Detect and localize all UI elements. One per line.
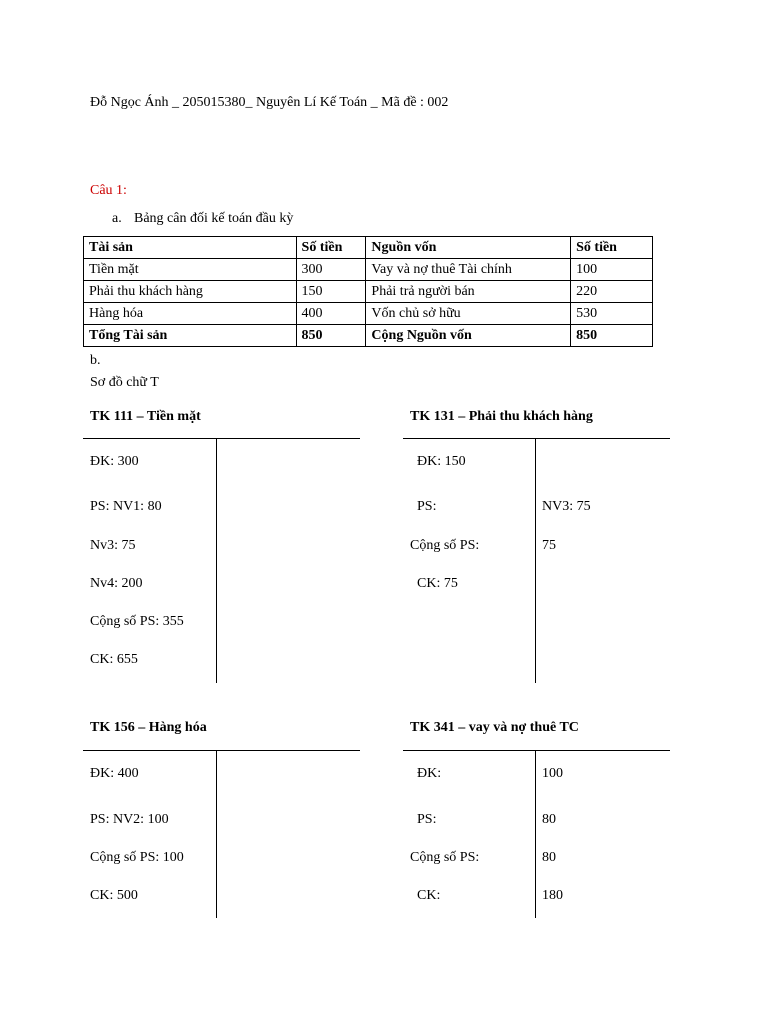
table-cell: 100: [571, 259, 653, 281]
table-cell: 220: [571, 281, 653, 303]
table-cell: Phải thu khách hàng: [84, 281, 297, 303]
balance-sheet-table: [83, 236, 653, 347]
t-left-entry: CK:: [417, 888, 441, 903]
t-left-entry: ĐK: 400: [90, 766, 139, 781]
t-right-entry: 75: [542, 538, 556, 553]
t-account-divider: [535, 750, 536, 918]
t-left-entry: ĐK:: [417, 766, 442, 781]
t-account-title: TK 111 – Tiền mặt: [90, 409, 201, 424]
t-left-entry: CK: 655: [90, 652, 138, 667]
header-sources: Nguồn vốn: [366, 237, 571, 259]
t-left-entry: CK: 500: [90, 888, 138, 903]
t-left-entry: PS:: [417, 499, 437, 514]
t-left-entry: CK: 75: [417, 576, 458, 591]
t-right-entry: 80: [542, 850, 556, 865]
t-left-entry: Cộng số PS:: [410, 850, 480, 865]
total-assets-label: Tổng Tài sản: [84, 325, 297, 347]
table-cell: Vốn chủ sở hữu: [366, 303, 571, 325]
total-sources-label: Cộng Nguồn vốn: [366, 325, 571, 347]
table-cell: Vay và nợ thuê Tài chính: [366, 259, 571, 281]
table-cell: 300: [296, 259, 366, 281]
t-account-top-rule: [83, 750, 360, 751]
table-row: [84, 281, 653, 303]
table-cell: 150: [296, 281, 366, 303]
t-account-divider: [535, 438, 536, 683]
t-right-entry: 100: [542, 766, 563, 781]
t-right-entry: 80: [542, 812, 556, 827]
table-cell: 530: [571, 303, 653, 325]
t-left-entry: PS:: [417, 812, 437, 827]
part-a-title: Bảng cân đối kế toán đầu kỳ: [134, 211, 294, 226]
t-left-entry: ĐK: 300: [90, 454, 139, 469]
part-a-marker: a.: [112, 211, 122, 226]
table-row: [84, 259, 653, 281]
t-account-divider: [216, 750, 217, 918]
t-left-entry: Cộng số PS: 355: [90, 614, 184, 629]
t-left-entry: PS: NV2: 100: [90, 812, 169, 827]
part-b-marker: b.: [90, 353, 101, 368]
t-left-entry: Nv3: 75: [90, 538, 136, 553]
t-left-entry: Cộng số PS: 100: [90, 850, 184, 865]
table-cell: Hàng hóa: [84, 303, 297, 325]
table-cell: 400: [296, 303, 366, 325]
table-header-row: [84, 237, 653, 259]
t-account-divider: [216, 438, 217, 683]
table-total-row: [84, 325, 653, 347]
t-left-entry: ĐK: 150: [417, 454, 466, 469]
document-header: Đỗ Ngọc Ánh _ 205015380_ Nguyên Lí Kế Toán _ Mã đề : 002: [90, 95, 449, 110]
table-row: [84, 303, 653, 325]
question-label: Câu 1:: [90, 183, 127, 198]
total-assets-value: 850: [296, 325, 366, 347]
t-account-top-rule: [403, 438, 670, 439]
t-account-title: TK 341 – vay và nợ thuê TC: [410, 720, 579, 735]
t-left-entry: Cộng số PS:: [410, 538, 480, 553]
table-cell: Phải trả người bán: [366, 281, 571, 303]
t-account-title: TK 156 – Hàng hóa: [90, 720, 207, 735]
t-account-title: TK 131 – Phải thu khách hàng: [410, 409, 593, 424]
header-amount: Số tiền: [571, 237, 653, 259]
t-right-entry: NV3: 75: [542, 499, 591, 514]
t-left-entry: PS: NV1: 80: [90, 499, 162, 514]
t-right-entry: 180: [542, 888, 563, 903]
table-cell: Tiền mặt: [84, 259, 297, 281]
header-assets: Tài sản: [84, 237, 297, 259]
part-b-title: Sơ đồ chữ T: [90, 375, 159, 390]
total-sources-value: 850: [571, 325, 653, 347]
t-account-top-rule: [83, 438, 360, 439]
header-amount: Số tiền: [296, 237, 366, 259]
t-account-top-rule: [403, 750, 670, 751]
t-left-entry: Nv4: 200: [90, 576, 143, 591]
